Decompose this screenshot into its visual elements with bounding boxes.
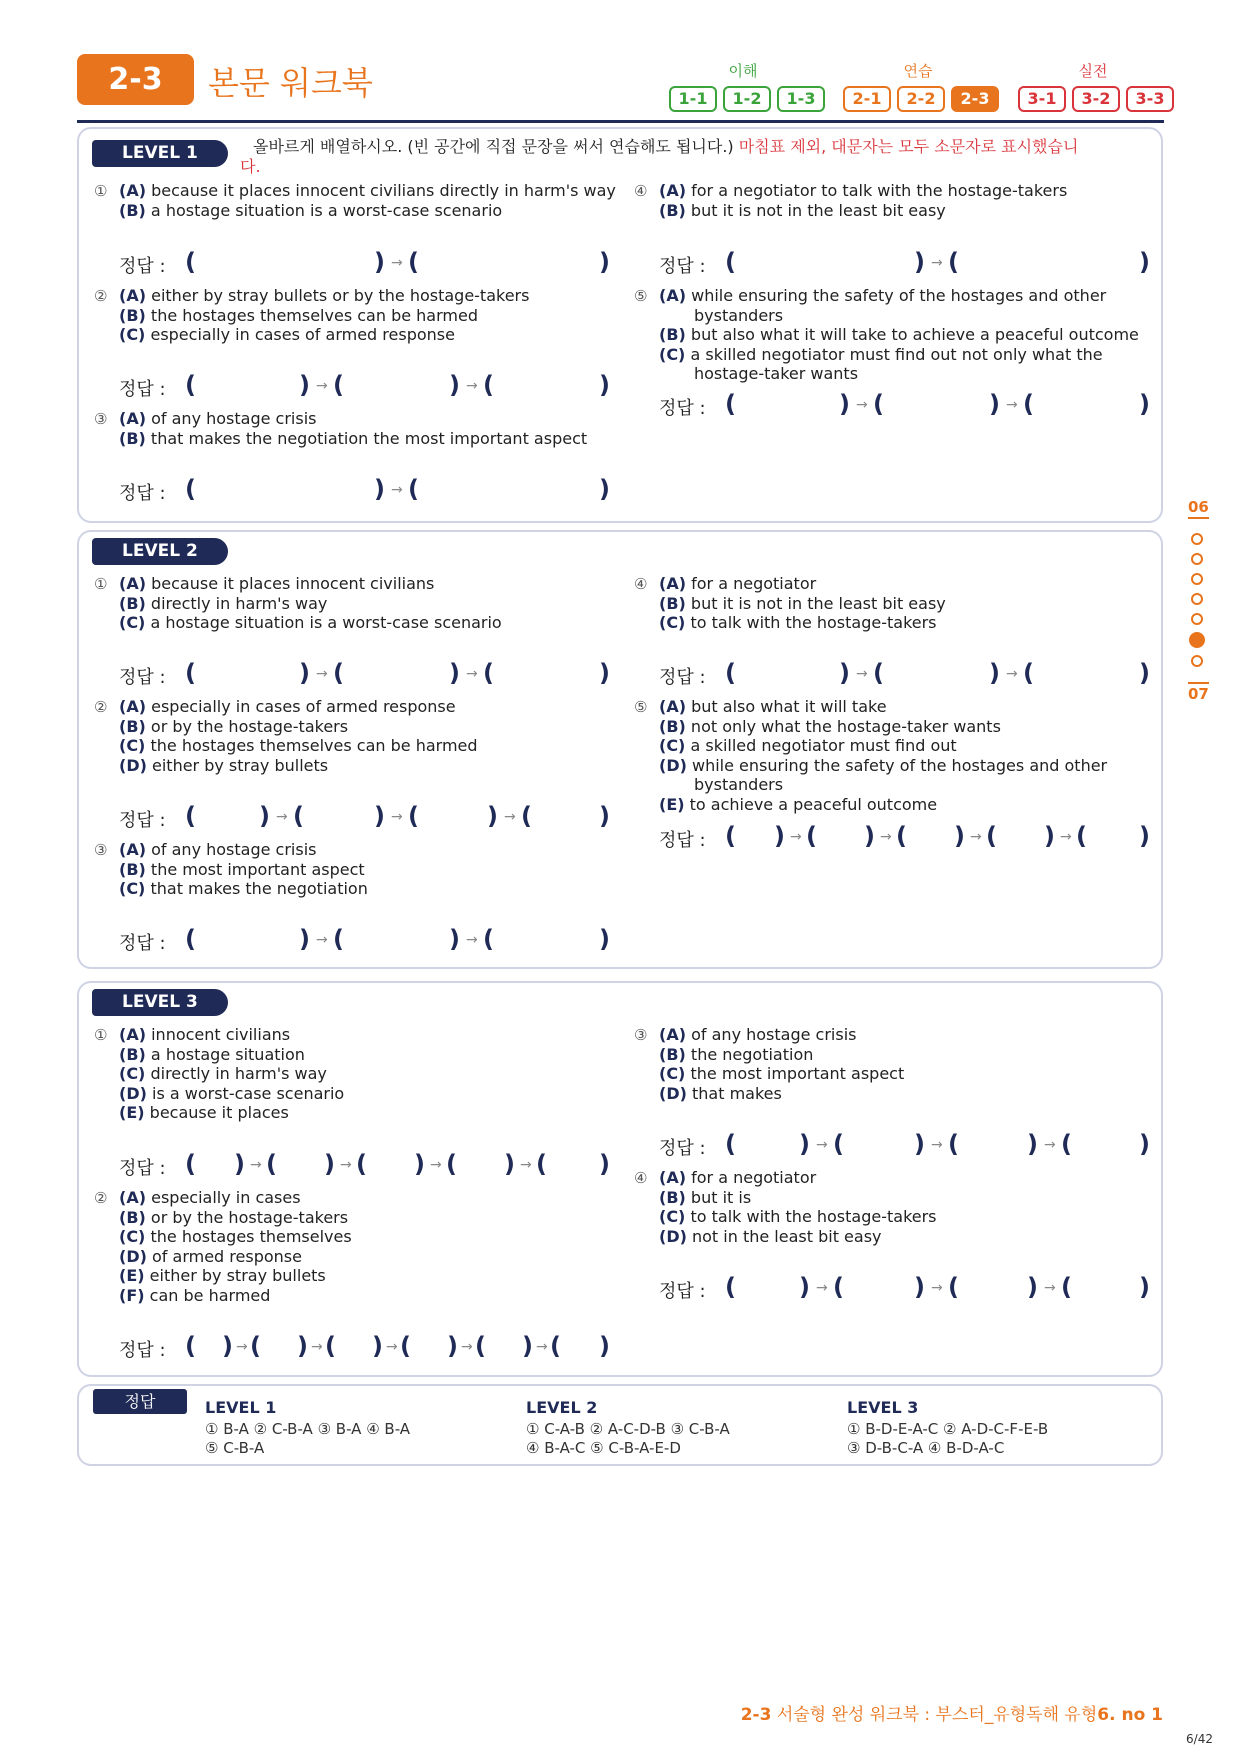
l1-question-1: ① (A) because it places innocent civilians directly in harm's way (B) a hostage situation is a worst-case scenario — [94, 181, 616, 220]
l2-answer-1[interactable]: 정답 : ( ) → ( ) → ( ) — [119, 659, 610, 688]
progress-dot — [1191, 655, 1203, 667]
key-level2-line2: ④ B-A-C ⑤ C-B-A-E-D — [526, 1439, 681, 1457]
key-level1-line1: ① B-A ② C-B-A ③ B-A ④ B-A — [205, 1420, 411, 1438]
level2-badge: LEVEL 2 — [92, 538, 228, 565]
side-chapter-bottom: 07 — [1188, 682, 1209, 703]
header-divider — [77, 120, 1164, 123]
l2-answer-3[interactable]: 정답 : ( ) → ( ) → ( ) — [119, 925, 610, 954]
level1-instruction: 올바르게 배열하시오. (빈 공간에 직접 문장을 써서 연습해도 됩니다.) 마침표 제외, 대문자는 모두 소문자로 표시했습니 — [253, 137, 1079, 156]
l3-question-3: ③ (A) of any hostage crisis (B) the negotiation (C) the most important aspect (D) that makes — [634, 1025, 905, 1103]
level1-badge: LEVEL 1 — [92, 140, 228, 167]
l2-answer-5[interactable]: 정답 : ( ) → ( ) → ( ) → ( ) → ( ) — [659, 822, 1150, 851]
l2-question-1: ① (A) because it places innocent civilians (B) directly in harm's way (C) a hostage situation is a worst-case scenario — [94, 574, 502, 632]
nav-1-2[interactable]: 1-2 — [723, 86, 771, 112]
page-number: 6/42 — [1186, 1732, 1213, 1746]
l3-question-2: ② (A) especially in cases (B) or by the hostage-takers (C) the hostages themselves (D) of armed response (E) either by stray bullets (F) can be harmed — [94, 1188, 352, 1305]
progress-dot — [1191, 613, 1203, 625]
l3-answer-1[interactable]: 정답 : ( ) → ( ) → ( ) → ( ) → ( ) — [119, 1150, 610, 1179]
l2-question-4: ④ (A) for a negotiator (B) but it is not in the least bit easy (C) to talk with the hostage-takers — [634, 574, 946, 632]
l3-answer-2[interactable]: 정답 : ( ) → ( ) → ( ) → ( ) → ( ) → ( ) — [119, 1332, 610, 1361]
progress-dot — [1191, 573, 1203, 585]
l1-question-2: ② (A) either by stray bullets or by the hostage-takers (B) the hostages themselves can be harmed (C) especially in cases of armed response — [94, 286, 530, 344]
l3-answer-4[interactable]: 정답 : ( ) → ( ) → ( ) → ( ) — [659, 1273, 1150, 1302]
nav-1-1[interactable]: 1-1 — [669, 86, 717, 112]
l2-question-5: ⑤ (A) but also what it will take (B) not only what the hostage-taker wants (C) a skilled negotiator must find out (D) while ensuring the safety of the hostages and other bystanders (E) to achieve a peaceful outcome — [634, 697, 1108, 814]
nav-2-1[interactable]: 2-1 — [843, 86, 891, 112]
nav-3-2[interactable]: 3-2 — [1072, 86, 1120, 112]
key-level1-title: LEVEL 1 — [205, 1398, 277, 1417]
l2-answer-4[interactable]: 정답 : ( ) → ( ) → ( ) — [659, 659, 1150, 688]
answer-key-badge: 정답 — [93, 1389, 187, 1414]
l1-question-3: ③ (A) of any hostage crisis (B) that makes the negotiation the most important aspect — [94, 409, 588, 448]
l2-question-3: ③ (A) of any hostage crisis (B) the most important aspect (C) that makes the negotiation — [94, 840, 368, 898]
footer-text: 2-3 서술형 완성 워크북 : 부스터_유형독해 유형6. no 1 — [740, 1705, 1163, 1725]
section-number-badge: 2-3 — [77, 54, 194, 105]
l1-answer-3[interactable]: 정답 : ( ) → ( ) — [119, 475, 610, 504]
level3-badge: LEVEL 3 — [92, 989, 228, 1016]
l1-answer-5[interactable]: 정답 : ( ) → ( ) → ( ) — [659, 390, 1150, 419]
nav-3-1[interactable]: 3-1 — [1018, 86, 1066, 112]
progress-dot — [1191, 593, 1203, 605]
key-level1-line2: ⑤ C-B-A — [205, 1439, 265, 1457]
l3-question-4: ④ (A) for a negotiator (B) but it is (C) to talk with the hostage-takers (D) not in the least bit easy — [634, 1168, 937, 1246]
key-level2-line1: ① C-A-B ② A-C-D-B ③ C-B-A — [526, 1420, 730, 1438]
l1-answer-1[interactable]: 정답 : ( ) → ( ) — [119, 248, 610, 277]
l2-question-2: ② (A) especially in cases of armed response (B) or by the hostage-takers (C) the hostages themselves can be harmed (D) either by stray bullets — [94, 697, 478, 775]
key-level3-line1: ① B-D-E-A-C ② A-D-C-F-E-B — [847, 1420, 1049, 1438]
key-level2-title: LEVEL 2 — [526, 1398, 598, 1417]
l1-answer-4[interactable]: 정답 : ( ) → ( ) — [659, 248, 1150, 277]
l1-question-5: ⑤ (A) while ensuring the safety of the hostages and other bystanders (B) but also what it will take to achieve a peaceful outcome (C) a skilled negotiator must find out not only what the hostage-taker wants — [634, 286, 1139, 383]
l3-answer-3[interactable]: 정답 : ( ) → ( ) → ( ) → ( ) — [659, 1130, 1150, 1159]
l1-answer-2[interactable]: 정답 : ( ) → ( ) → ( ) — [119, 371, 610, 400]
progress-dot-current — [1189, 632, 1205, 648]
l3-question-1: ① (A) innocent civilians (B) a hostage situation (C) directly in harm's way (D) is a worst-case scenario (E) because it places — [94, 1025, 345, 1122]
key-level3-title: LEVEL 3 — [847, 1398, 919, 1417]
level1-instruction-cont: 다. — [240, 157, 261, 176]
category-real: 실전 — [1078, 62, 1108, 80]
nav-3-3[interactable]: 3-3 — [1126, 86, 1174, 112]
progress-dot — [1191, 553, 1203, 565]
page-title: 본문 워크북 — [208, 64, 373, 102]
nav-2-2[interactable]: 2-2 — [897, 86, 945, 112]
nav-1-3[interactable]: 1-3 — [777, 86, 825, 112]
key-level3-line2: ③ D-B-C-A ④ B-D-A-C — [847, 1439, 1005, 1457]
progress-dot — [1191, 533, 1203, 545]
l1-question-4: ④ (A) for a negotiator to talk with the hostage-takers (B) but it is not in the least bit easy — [634, 181, 1068, 220]
category-understanding: 이해 — [728, 62, 758, 80]
category-practice: 연습 — [903, 62, 933, 80]
nav-2-3[interactable]: 2-3 — [951, 86, 999, 112]
l2-answer-2[interactable]: 정답 : ( ) → ( ) → ( ) → ( ) — [119, 802, 610, 831]
side-chapter-top: 06 — [1188, 498, 1209, 519]
